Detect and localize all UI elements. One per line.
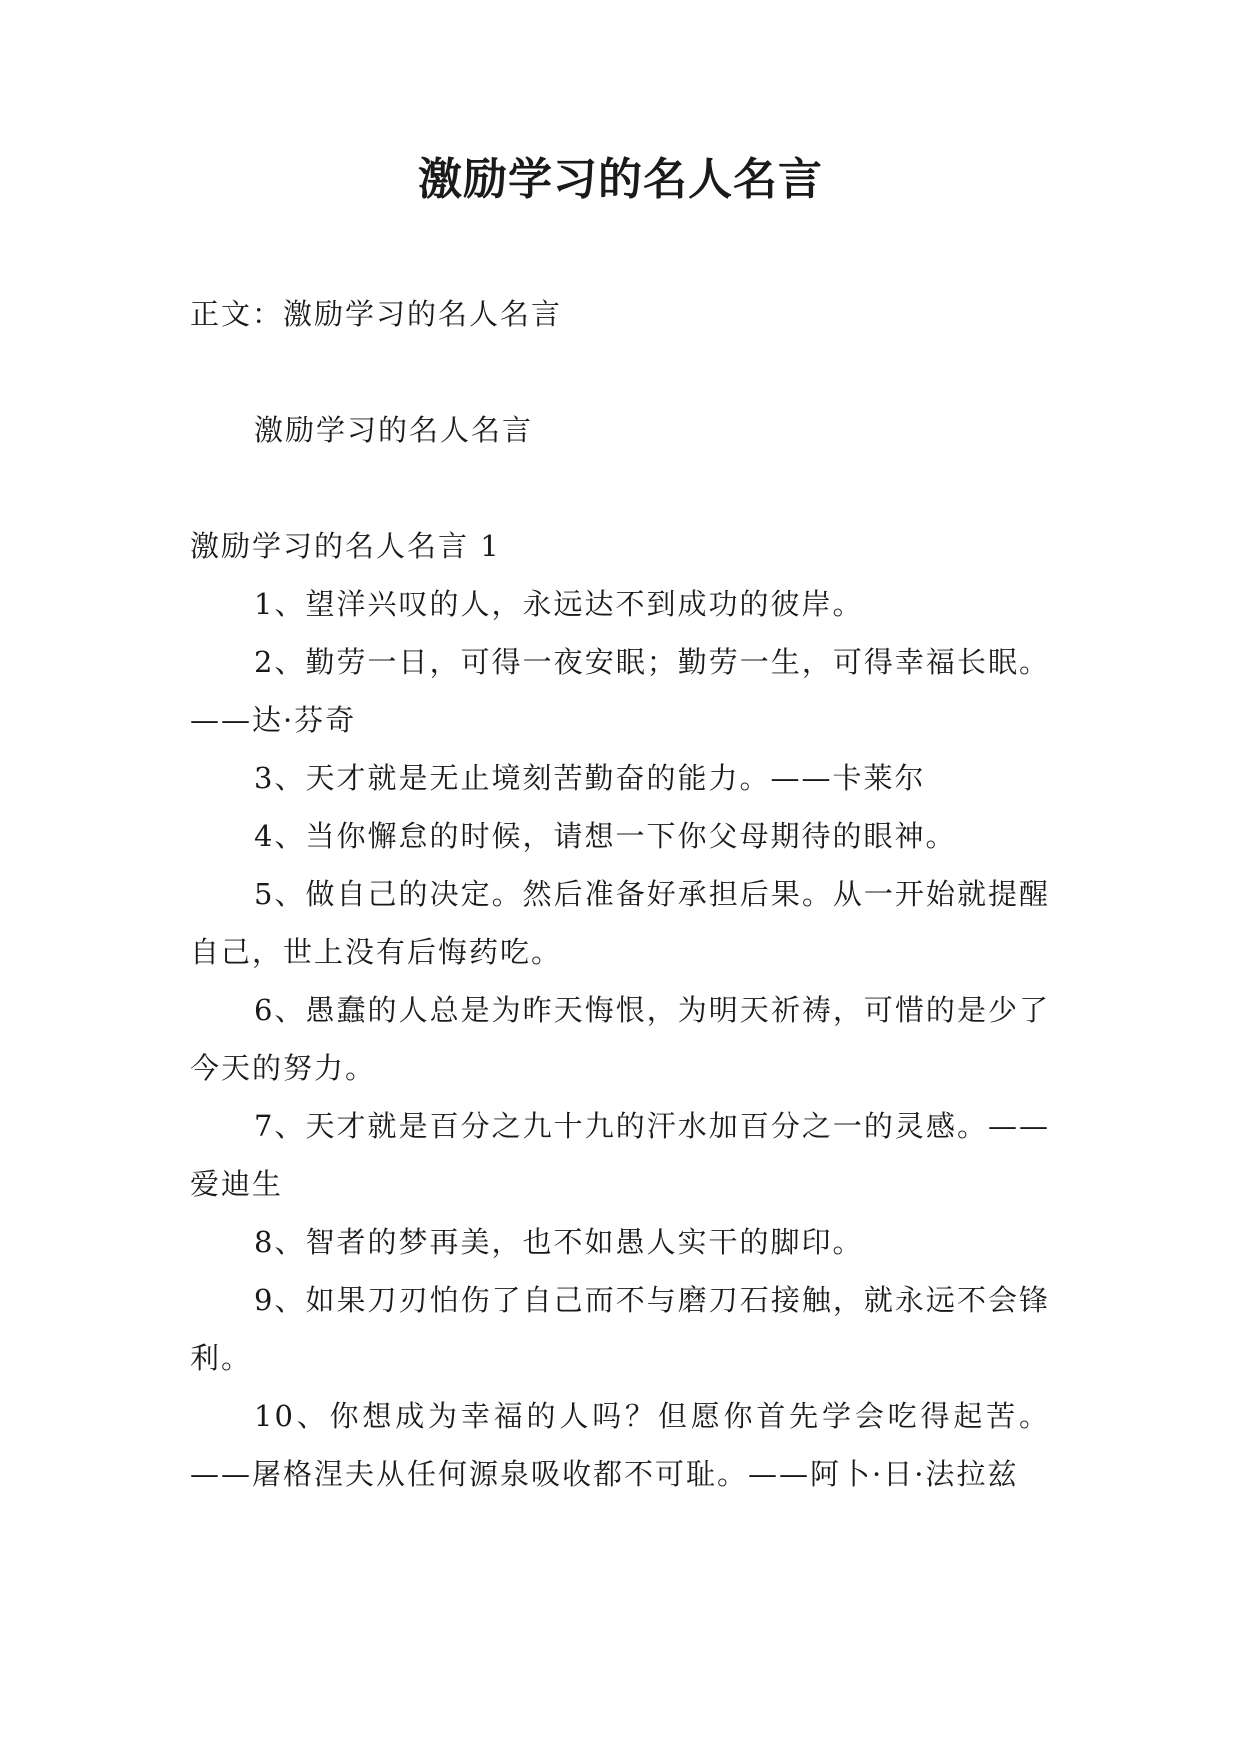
quote-item: 8、智者的梦再美，也不如愚人实干的脚印。 xyxy=(254,1225,864,1259)
quote-item: 5、做自己的决定。然后准备好承担后果。从一开始就提醒自己，世上没有后悔药吃。 xyxy=(190,877,1050,969)
quote-item: 2、勤劳一日，可得一夜安眠；勤劳一生，可得幸福长眠。——达·芬奇 xyxy=(190,645,1050,737)
quote-item: 7、天才就是百分之九十九的汗水加百分之一的灵感。——爱迪生 xyxy=(190,1109,1050,1201)
subtitle-line: 激励学习的名人名言 xyxy=(254,413,534,447)
document-body xyxy=(190,285,1050,1503)
quote-item: 6、愚蠢的人总是为昨天悔恨，为明天祈祷，可惜的是少了今天的努力。 xyxy=(190,993,1050,1085)
quote-item: 3、天才就是无止境刻苦勤奋的能力。——卡莱尔 xyxy=(254,761,926,795)
quote-item: 4、当你懈怠的时候，请想一下你父母期待的眼神。 xyxy=(254,819,957,853)
quote-item: 1、望洋兴叹的人，永远达不到成功的彼岸。 xyxy=(254,587,864,621)
document-title: 激励学习的名人名言 xyxy=(418,154,823,205)
intro-line: 正文：激励学习的名人名言 xyxy=(190,297,563,331)
quote-item: 9、如果刀刃怕伤了自己而不与磨刀石接触，就永远不会锋利。 xyxy=(190,1283,1050,1375)
section-heading: 激励学习的名人名言 1 xyxy=(190,529,501,563)
quote-item: 10、你想成为幸福的人吗？但愿你首先学会吃得起苦。——屠格涅夫从任何源泉吸收都不可耻。——阿卜·日·法拉兹 xyxy=(190,1399,1050,1491)
